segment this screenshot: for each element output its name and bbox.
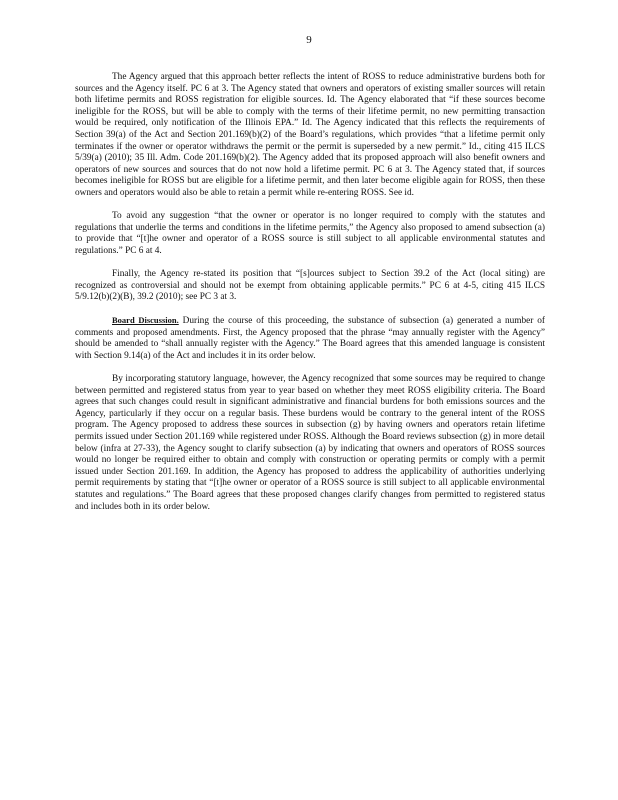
paragraph-5: By incorporating statutory language, however, the Agency recognized that some sources may be required to change between permitted and registered status from year to year based on whether they meet ROSS eligibility criteria. The Board agrees that such changes could result in significant administrative and financial burdens for both emissions sources and the Agency, particularly if they occur on a regular basis. These burdens would be contrary to the general intent of the ROSS program. The Agency proposed to address these sources in subsection (g) by having owners and operators retain lifetime permits issued under Section 201.169 while registered under ROSS. Although the Board reviews subsection (g) in more detail below (infra at 27-33), the Agency sought to clarify subsection (a) by indicating that owners and operators of ROSS sources would no longer be required either to obtain and comply with construction or operating permits or comply with a permit issued under Section 201.169. In addition, the Agency has proposed to address the applicability of authorities underlying permit requirements by stating that “[t]he owner or operator of a ROSS source is still subject to all applicable environmental statutes and regulations.” The Board agrees that these proposed changes clarify changes from permitted to registered status and includes both in its order below. xyxy=(75,374,545,512)
paragraph-4-text: During the course of this proceeding, the substance of subsection (a) generated a number of comments and proposed amendments. First, the Agency proposed that the phrase “may annually register with the Agency” should be amended to “shall annually register with the Agency.” The Board agrees that this amended language is consistent with Section 9.14(a) of the Act and includes it in its order below. xyxy=(75,316,546,361)
document-body xyxy=(75,72,545,525)
page-number: 9 xyxy=(306,34,312,46)
paragraph-2: To avoid any suggestion “that the owner or operator is no longer required to comply with the statutes and regulations that underlie the terms and conditions in the lifetime permits,” the Agency also proposed to amend subsection (a) to provide that “[t]he owner and operator of a ROSS source is still subject to all applicable environmental statutes and regulations.” PC 6 at 4. xyxy=(75,211,545,256)
paragraph-3: Finally, the Agency re-stated its position that “[s]ources subject to Section 39.2 of the Act (local siting) are recognized as controversial and should not be exempt from obtaining applicable permits.” PC 6 at 4-5, citing 415 ILCS 5/9.12(b)(2)(B), 39.2 (2010); see PC 3 at 3. xyxy=(75,268,545,303)
paragraph-4 xyxy=(75,315,545,362)
paragraph-1: The Agency argued that this approach better reflects the intent of ROSS to reduce administrative burdens both for sources and the Agency itself. PC 6 at 3. The Agency stated that owners and operators of existing smaller sources will retain both lifetime permits and ROSS registration for eligible sources. Id. The Agency elaborated that “if these sources become ineligible for the ROSS, but will be able to comply with the terms of their lifetime permit, no new permitting transaction would be required, only notification of the Illinois EPA.” Id. The Agency indicated that this reflects the requirements of Section 39(a) of the Act and Section 201.169(b)(2) of the Board’s regulations, which provides “that a lifetime permit only terminates if the owner or operator withdraws the permit or the permit is superseded by a new permit.” Id., citing 415 ILCS 5/39(a) (2010); 35 Ill. Adm. Code 201.169(b)(2). The Agency added that its proposed approach will also benefit owners and operators of new sources and sources that do not now hold a lifetime permit. PC 6 at 3. The Agency stated that, if sources becomes ineligible for ROSS but are eligible for a lifetime permit, and then later become eligible again for ROSS, then these owners and operators would also be able to retain a permit while re-entering ROSS. See id. xyxy=(75,72,545,198)
section-heading: Board Discussion. xyxy=(112,315,179,326)
